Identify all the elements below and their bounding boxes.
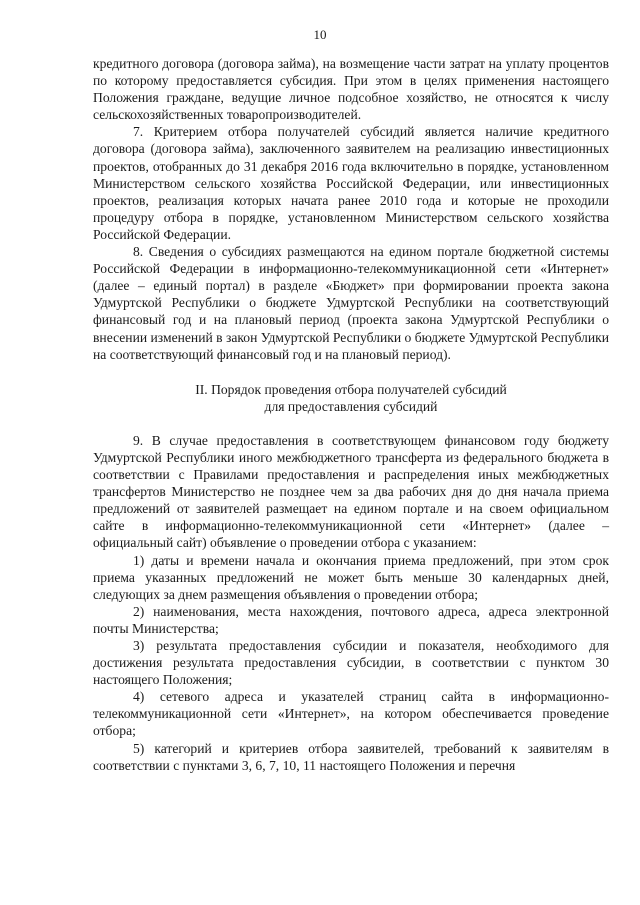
paragraph-9: 9. В случае предоставления в соответствующем финансовом году бюджету Удмуртской Республики иного межбюджетного трансферта из федерального бюджета в соответствии с Правилами предоставления и распределения иных межбюджетных трансфертов Министерство не позднее чем за два рабочих дня до дня начала приема предложений от заявителей размещает на едином портале и на своем официальном сайте в информационно-телекоммуникационной сети «Интернет» (далее – официальный сайт) объявление о проведении отбора с указанием: [93,432,609,551]
list-item-5: 5) категорий и критериев отбора заявителей, требований к заявителям в соответствии с пунктами 3, 6, 7, 10, 11 настоящего Положения и перечня [93,740,609,773]
paragraph-7: 7. Критерием отбора получателей субсидий является наличие кредитного договора (договора займа), заключенного заявителем на реализацию инвестиционных проектов, отобранных до 31 декабря 2016 года включительно в порядке, установленном Министерством сельского хозяйства Российской Федерации, или инвестиционных проектов, реализация которых начата ранее 2010 года и которые не проходили процедуру отбора в порядке, установленном Министерством сельского хозяйства Российской Федерации. [93,124,609,242]
list-item-4: 4) сетевого адреса и указателей страниц сайта в информационно-телекоммуникационной сети «Интернет», на котором обеспечивается проведение отбора; [93,689,609,739]
page-number: 10 [313,27,327,42]
list-item-3: 3) результата предоставления субсидии и показателя, необходимого для достижения результата предоставления субсидии, в соответствии с пунктом 30 настоящего Положения; [93,638,609,688]
section-heading [93,381,609,415]
document-body [93,55,609,774]
list-item-1: 1) даты и времени начала и окончания приема предложений, при этом срок приема указанных предложений не может быть меньше 30 календарных дней, следующих за днем размещения объявления о проведении отбора; [93,552,609,602]
list-item-2: 2) наименования, места нахождения, почтового адреса, адреса электронной почты Министерства; [93,603,609,636]
section-heading-line-1: II. Порядок проведения отбора получателей субсидий [195,381,507,397]
paragraph-continuation: кредитного договора (договора займа), на возмещение части затрат на уплату процентов по которому предоставляется субсидия. При этом в целях применения настоящего Положения граждане, ведущие личное подсобное хозяйство, не относятся к числу сельскохозяйственных товаропроизводителей. [93,56,609,123]
paragraph-8: 8. Сведения о субсидиях размещаются на едином портале бюджетной системы Российской Федерации в информационно-телекоммуникационной сети «Интернет» (далее – единый портал) в разделе «Бюджет» при формировании проекта закона Удмуртской Республики о бюджете Удмуртской Республики на соответствующий финансовый год и на плановый период (проекта закона Удмуртской Республики о внесении изменений в закон Удмуртской Республики о бюджете Удмуртской Республики на соответствующий финансовый год и на плановый период). [93,244,609,362]
section-heading-line-2: для предоставления субсидий [264,398,438,414]
